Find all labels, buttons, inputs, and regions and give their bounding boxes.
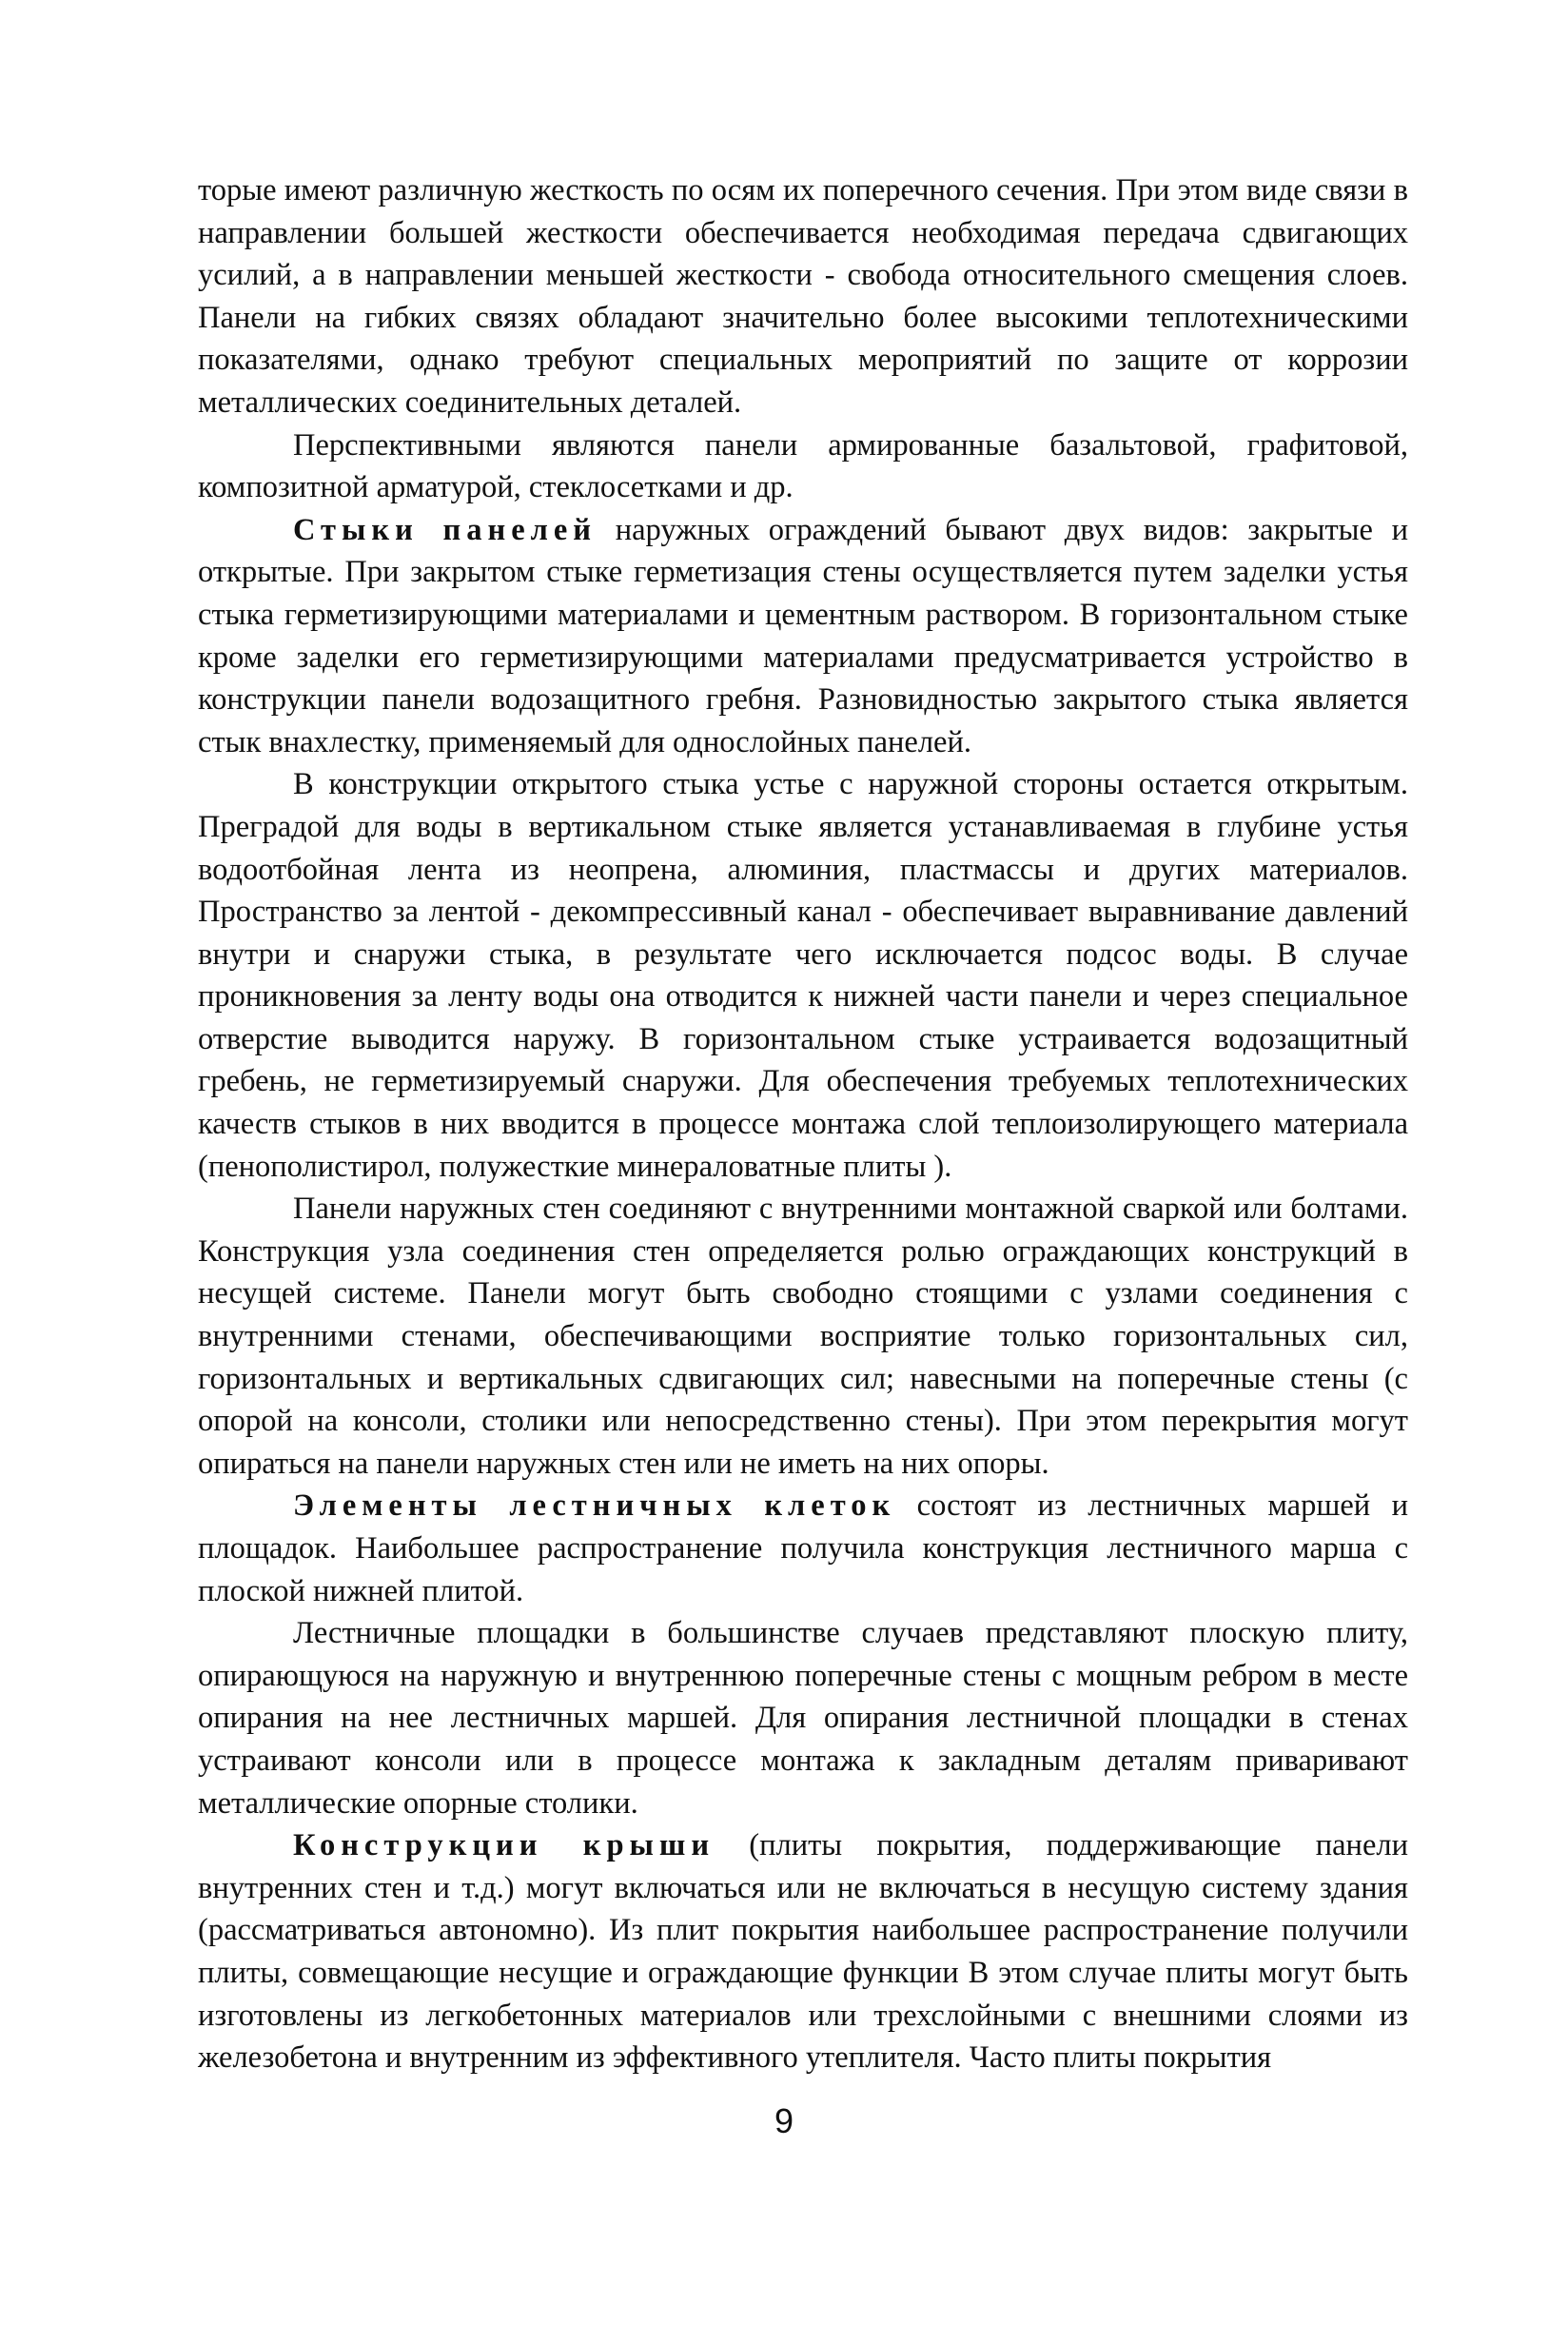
paragraph-4 [198, 763, 1408, 1188]
paragraph-2-text: Перспективными являются панели армированные базальтовой, графитовой, композитной арматурой, стеклосетками и др. [198, 427, 1408, 505]
paragraph-6-lead: Элементы лестничных клеток [293, 1488, 896, 1524]
paragraph-4-text: В конструкции открытого стыка устье с наружной стороны остается открытым. Преградой для воды в вертикальном стыке является устанавливаемая в глубине устья водоотбойная лента из неопрена, алюминия, пластмассы и других материалов. Пространство за лентой - декомпрессивный канал - обеспечивает выравнивание давлений внутри и снаружи стыка, в результате чего исключается подсос воды. В случае проникновения за ленту воды она отводится к нижней части панели и через специальное отверстие выводится наружу. В горизонтальном стыке устраивается водозащитный гребень, не герметизируемый снаружи. Для обеспечения требуемых теплотехнических качеств стыков в них вводится в процессе монтажа слой теплоизолирующего материала (пенополистирол, полужесткие минераловатные плиты ). [198, 767, 1408, 1184]
page-number: 9 [774, 2101, 794, 2140]
paragraph-7 [198, 1612, 1408, 1824]
paragraph-6 [198, 1485, 1408, 1612]
paragraph-3-text: наружных ограждений бывают двух видов: закрытые и открытые. При закрытом стыке герметизация стены осуществляется путем заделки устья стыка герметизирующими материалами и цементным раствором. В горизонтальном стыке кроме заделки его герметизирующими материалами предусматривается устройство в конструкции панели водозащитного гребня. Разновидностью закрытого стыка является стык внахлестку, применяемый для однослойных панелей. [198, 512, 1408, 759]
paragraph-8-text: (плиты покрытия, поддерживающие панели внутренних стен и т.д.) могут включаться или не включаться в несущую систему здания (рассматриваться автономно). Из плит покрытия наибольшее распространение получили плиты, совмещающие несущие и ограждающие функции В этом случае плиты могут быть изготовлены из легкобетонных материалов или трехслойными с внешними слоями из железобетона и внутренним из эффективного утеплителя. Часто плиты покрытия [198, 1828, 1408, 2076]
paragraph-8 [198, 1824, 1408, 2079]
paragraph-1 [198, 169, 1408, 424]
paragraph-5 [198, 1188, 1408, 1485]
paragraph-5-text: Панели наружных стен соединяют с внутренними монтажной сваркой или болтами. Конструкция узла соединения стен определяется ролью ограждающих конструкций в несущей системе. Панели могут быть свободно стоящими с узлами соединения с внутренними стенами, обеспечивающими восприятие только горизонтальных сил, горизонтальных и вертикальных сдвигающих сил; навесными на поперечные стены (с опорой на консоли, столики или непосредственно стены). При этом перекрытия могут опираться на панели наружных стен или не иметь на них опоры. [198, 1192, 1408, 1481]
page-body [198, 169, 1408, 2079]
paragraph-6-text: состоят из лестничных маршей и площадок. Наибольшее распространение получила конструкция лестничного марша с плоской нижней плитой. [198, 1488, 1408, 1608]
paragraph-8-lead: Конструкции крыши [293, 1828, 715, 1863]
paragraph-7-text: Лестничные площадки в большинстве случаев представляют плоскую плиту, опирающуюся на наружную и внутреннюю поперечные стены с мощным ребром в месте опирания на нее лестничных маршей. Для опирания лестничной площадки в стенах устраивают консоли или в процессе монтажа к закладным деталям приваривают металлические опорные столики. [198, 1616, 1408, 1821]
paragraph-3-lead: Стыки панелей [293, 512, 598, 547]
paragraph-1-text: торые имеют различную жесткость по осям их поперечного сечения. При этом виде связи в направлении большей жесткости обеспечивается необходимая передача сдвигающих усилий, а в направлении меньшей жесткости - свобода относительного смещения слоев. Панели на гибких связях обладают значительно более высокими теплотехническими показателями, однако требуют специальных мероприятий по защите от коррозии металлических соединительных деталей. [198, 173, 1408, 420]
paragraph-2 [198, 424, 1408, 509]
paragraph-3 [198, 509, 1408, 764]
